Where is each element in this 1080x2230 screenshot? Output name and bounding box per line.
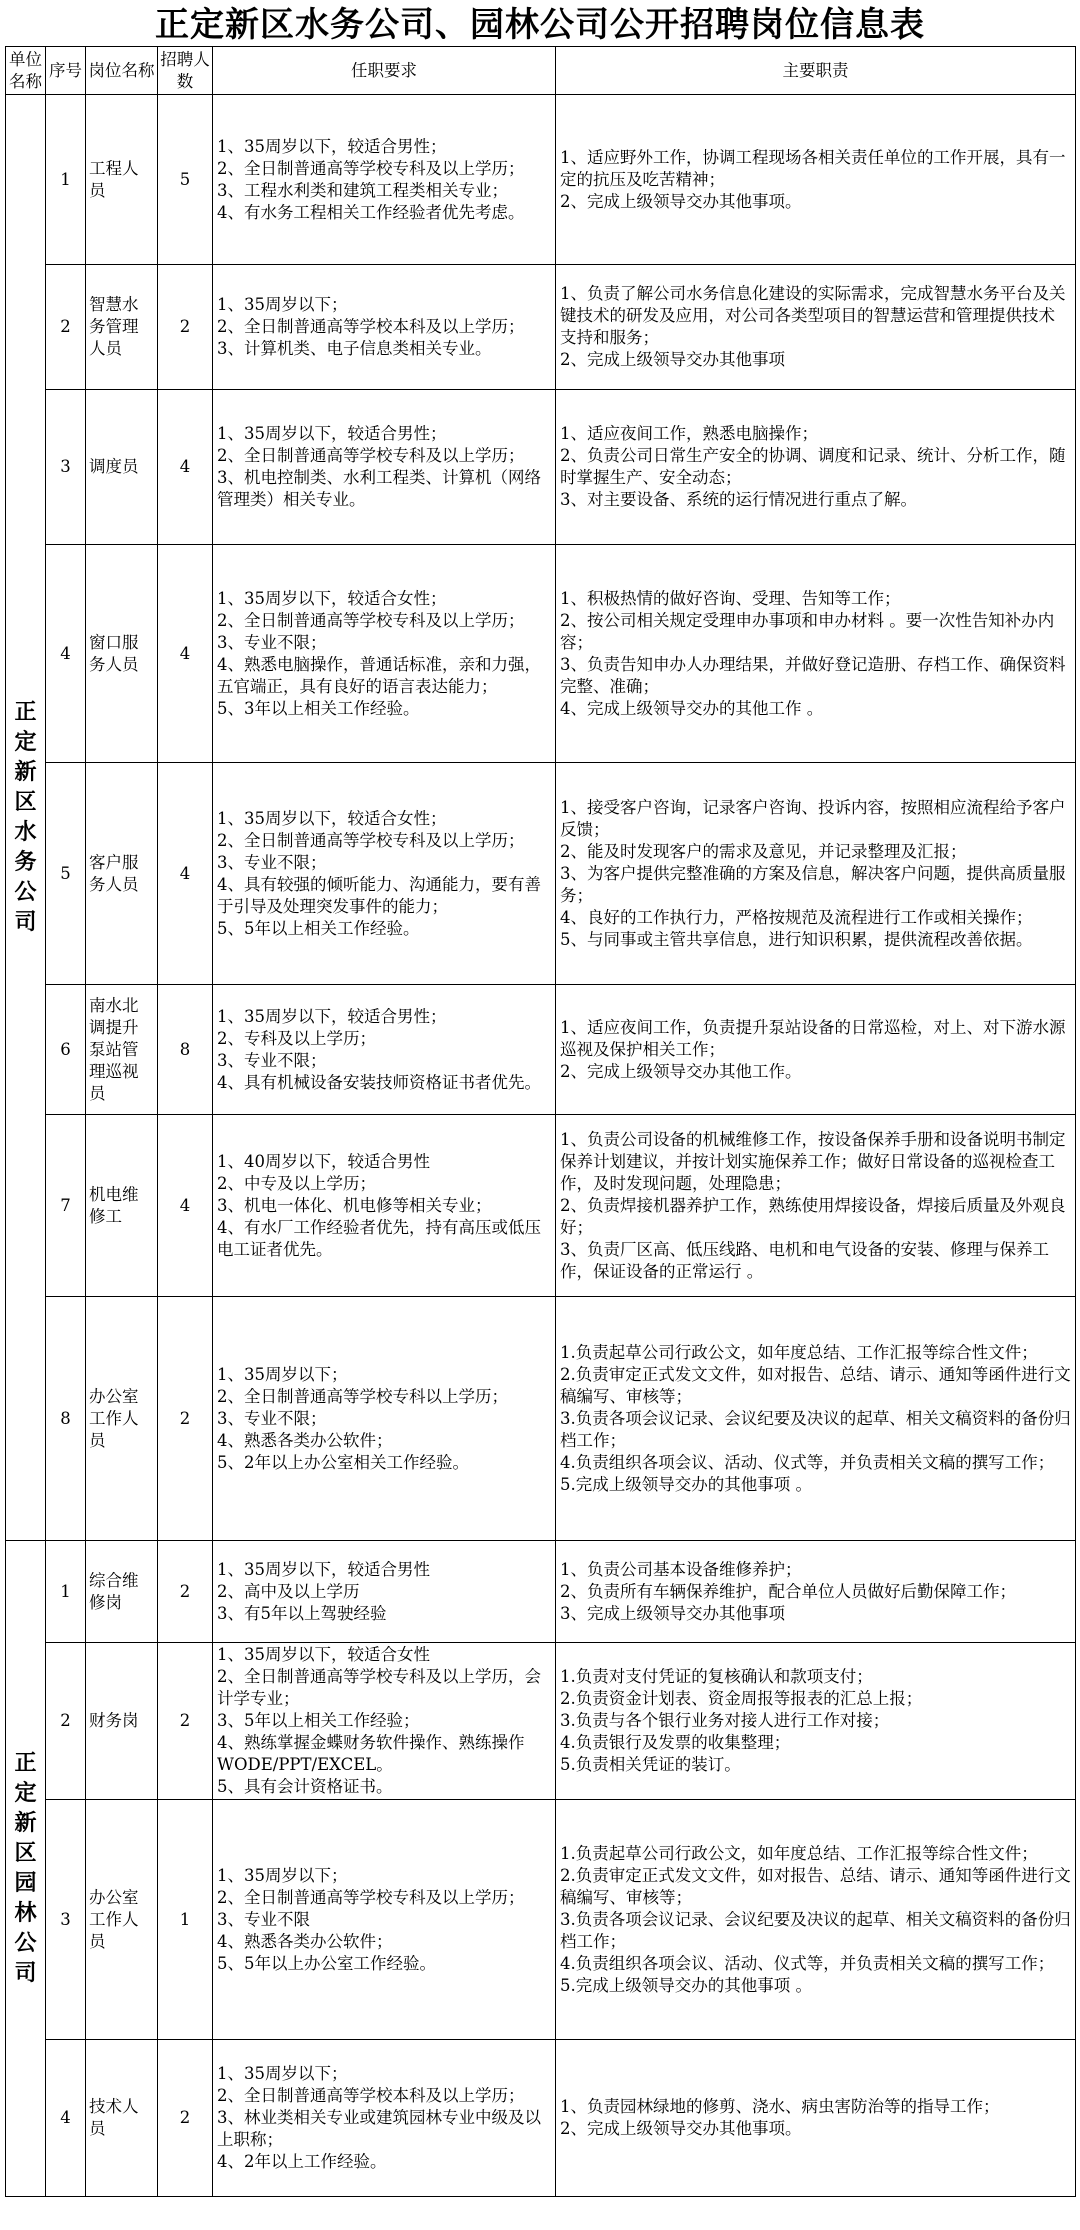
duty-line: 2、负责焊接机器养护工作，熟练使用焊接设备，焊接后质量及外观良好； [560, 1195, 1066, 1237]
seq-cell: 5 [46, 763, 86, 985]
requirement-line: 2、全日制普通高等学校专科及以上学历； [217, 158, 525, 178]
requirement-line: 1、35周岁以下，较适合男性； [217, 1006, 447, 1026]
requirement-line: 2、全日制普通高等学校专科及以上学历； [217, 1887, 525, 1907]
table-row [6, 390, 1076, 545]
duties-cell [556, 1541, 1076, 1643]
duty-line: 1、负责公司设备的机械维修工作，按设备保养手册和设备说明书制定保养计划建议，并按计划实施保养工作；做好日常设备的巡视检查工作，及时发现问题，处理隐患； [560, 1129, 1066, 1193]
requirement-line: 4、熟悉各类办公软件； [217, 1931, 393, 1951]
duty-line: 1、适应野外工作，协调工程现场各相关责任单位的工作开展，具有一定的抗压及吃苦精神； [560, 147, 1066, 189]
post-name-cell: 机电维修工 [86, 1115, 158, 1297]
requirement-line: 5、3年以上相关工作经验。 [217, 698, 420, 718]
requirement-line: 1、35周岁以下； [217, 295, 348, 314]
requirement-line: 1、35周岁以下，较适合女性； [217, 588, 447, 608]
duty-line: 3、对主要设备、系统的运行情况进行重点了解。 [560, 490, 917, 509]
headcount-cell: 4 [158, 1115, 213, 1297]
headcount-cell: 8 [158, 985, 213, 1115]
requirement-line: 4、有水厂工作经验者优先，持有高压或低压电工证者优先。 [217, 1217, 541, 1259]
requirement-line: 1、35周岁以下，较适合女性 [217, 1645, 430, 1664]
requirement-line: 2、全日制普通高等学校本科及以上学历； [217, 2086, 525, 2105]
duty-line: 2、负责公司日常生产安全的协调、调度和记录、统计、分析工作，随时掌握生产、安全动态； [560, 446, 1066, 487]
seq-cell: 3 [46, 390, 86, 545]
duty-line: 5、与同事或主管共享信息，进行知识积累，提供流程改善依据。 [560, 929, 1033, 949]
duties-cell [556, 985, 1076, 1115]
duty-line: 3、完成上级领导交办其他事项 [560, 1603, 785, 1623]
duty-line: 2、完成上级领导交办其他事项。 [560, 2119, 802, 2138]
duty-line: 2、按公司相关规定受理申办事项和申办材料 。要一次性告知补办内容； [560, 610, 1055, 652]
requirement-line: 2、专科及以上学历； [217, 1028, 376, 1048]
duty-line: 3.负责各项会议记录、会议纪要及决议的起草、相关文稿资料的备份归档工作； [560, 1909, 1071, 1951]
table-row [6, 1800, 1076, 2040]
requirement-line: 1、35周岁以下，较适合男性； [217, 424, 447, 443]
post-name-cell: 办公室工作人员 [86, 1800, 158, 2040]
requirement-line: 3、专业不限； [217, 1050, 327, 1070]
requirement-line: 2、中专及以上学历； [217, 1173, 376, 1193]
duty-line: 2、完成上级领导交办其他事项。 [560, 191, 802, 211]
requirement-line: 4、熟练掌握金蝶财务软件操作、熟练操作WODE/PPT/EXCEL。 [217, 1733, 525, 1774]
duty-line: 5.负责相关凭证的装订。 [560, 1755, 741, 1774]
post-name-cell: 客户服务人员 [86, 763, 158, 985]
duties-cell [556, 1297, 1076, 1541]
requirement-line: 1、35周岁以下； [217, 1865, 348, 1885]
requirements-cell [213, 1297, 556, 1541]
unit-name: 正定新区水务公司 [14, 699, 37, 935]
requirements-cell [213, 390, 556, 545]
header-count: 招聘人数 [158, 47, 213, 95]
duties-cell [556, 1800, 1076, 2040]
table-header-row [6, 47, 1076, 95]
requirement-line: 1、40周岁以下，较适合男性 [217, 1151, 430, 1171]
duty-line: 2、负责所有车辆保养维护，配合单位人员做好后勤保障工作； [560, 1581, 1016, 1601]
duty-line: 2.负责资金计划表、资金周报等报表的汇总上报； [560, 1689, 923, 1708]
requirement-line: 4、熟悉各类办公软件； [217, 1430, 393, 1450]
duty-line: 1、适应夜间工作，负责提升泵站设备的日常巡检，对上、对下游水源巡视及保护相关工作； [560, 1017, 1066, 1059]
requirement-line: 2、全日制普通高等学校专科以上学历； [217, 1386, 508, 1406]
table-row [6, 2040, 1076, 2197]
post-name-cell: 工程人员 [86, 95, 158, 265]
requirement-line: 3、专业不限； [217, 632, 327, 652]
requirement-line: 2、全日制普通高等学校专科及以上学历； [217, 446, 525, 465]
duty-line: 2、能及时发现客户的需求及意见，并记录整理及汇报； [560, 841, 967, 861]
requirement-line: 4、具有较强的倾听能力、沟通能力，要有善于引导及处理突发事件的能力； [217, 874, 541, 916]
requirement-line: 2、全日制普通高等学校专科及以上学历，会计学专业； [217, 1667, 541, 1708]
duty-line: 1.负责起草公司行政公文，如年度总结、工作汇报等综合性文件； [560, 1342, 1038, 1362]
duty-line: 1、适应夜间工作，熟悉电脑操作； [560, 424, 818, 443]
duty-line: 1、负责了解公司水务信息化建设的实际需求，完成智慧水务平台及关键技术的研发及应用，对公司各类型项目的智慧运营和管理提供技术支持和服务； [560, 284, 1066, 347]
seq-cell: 8 [46, 1297, 86, 1541]
requirements-cell [213, 95, 556, 265]
headcount-cell: 4 [158, 545, 213, 763]
requirement-line: 1、35周岁以下，较适合女性； [217, 808, 447, 828]
headcount-cell: 5 [158, 95, 213, 265]
requirement-line: 3、林业类相关专业或建筑园林专业中级及以上职称； [217, 2108, 541, 2149]
duty-line: 5.完成上级领导交办的其他事项 。 [560, 1975, 812, 1995]
headcount-cell: 2 [158, 1643, 213, 1800]
requirement-line: 1、35周岁以下，较适合男性； [217, 136, 447, 156]
seq-cell: 4 [46, 545, 86, 763]
duty-line: 2、完成上级领导交办其他事项 [560, 350, 785, 369]
requirement-line: 4、熟悉电脑操作，普通话标准，亲和力强，五官端正，具有良好的语言表达能力； [217, 654, 541, 696]
table-row [6, 1643, 1076, 1800]
requirement-line: 5、5年以上办公室工作经验。 [217, 1953, 436, 1973]
duty-line: 2.负责审定正式发文文件，如对报告、总结、请示、通知等函件进行文稿编写、审核等； [560, 1865, 1071, 1907]
duties-cell [556, 1115, 1076, 1297]
table-row [6, 1297, 1076, 1541]
requirement-line: 3、专业不限 [217, 1909, 310, 1929]
duty-line: 2.负责审定正式发文文件，如对报告、总结、请示、通知等函件进行文稿编写、审核等； [560, 1364, 1071, 1406]
requirements-cell [213, 1800, 556, 2040]
post-name-cell: 办公室工作人员 [86, 1297, 158, 1541]
requirements-cell [213, 1541, 556, 1643]
duty-line: 3、负责厂区高、低压线路、电机和电气设备的安装、修理与保养工作，保证设备的正常运行 。 [560, 1239, 1049, 1281]
requirement-line: 3、机电一体化、机电修等相关专业； [217, 1195, 492, 1215]
duty-line: 1、接受客户咨询，记录客户咨询、投诉内容，按照相应流程给予客户反馈； [560, 797, 1066, 839]
requirements-cell [213, 2040, 556, 2197]
table-row [6, 985, 1076, 1115]
requirement-line: 3、计算机类、电子信息类相关专业。 [217, 339, 492, 358]
recruitment-table [5, 46, 1076, 2197]
headcount-cell: 2 [158, 2040, 213, 2197]
header-duties: 主要职责 [556, 47, 1076, 95]
headcount-cell: 2 [158, 265, 213, 390]
requirement-line: 3、5年以上相关工作经验； [217, 1711, 420, 1730]
requirements-cell [213, 265, 556, 390]
unit-name: 正定新区园林公司 [14, 1750, 37, 1986]
requirements-cell [213, 1115, 556, 1297]
requirement-line: 2、高中及以上学历 [217, 1581, 360, 1601]
requirement-line: 4、具有机械设备安装技师资格证书者优先。 [217, 1072, 541, 1092]
duty-line: 3.负责与各个银行业务对接人进行工作对接； [560, 1711, 890, 1730]
duties-cell [556, 265, 1076, 390]
duty-line: 4、完成上级领导交办的其他工作 。 [560, 698, 824, 718]
headcount-cell: 4 [158, 390, 213, 545]
header-requirements: 任职要求 [213, 47, 556, 95]
headcount-cell: 1 [158, 1800, 213, 2040]
requirement-line: 5、5年以上相关工作经验。 [217, 918, 420, 938]
seq-cell: 7 [46, 1115, 86, 1297]
seq-cell: 1 [46, 95, 86, 265]
duty-line: 1.负责对支付凭证的复核确认和款项支付； [560, 1667, 873, 1686]
duties-cell [556, 763, 1076, 985]
requirement-line: 3、专业不限； [217, 1408, 327, 1428]
seq-cell: 3 [46, 1800, 86, 2040]
duty-line: 3.负责各项会议记录、会议纪要及决议的起草、相关文稿资料的备份归档工作； [560, 1408, 1071, 1450]
header-unit: 单位名称 [6, 47, 46, 95]
duties-cell [556, 545, 1076, 763]
seq-cell: 2 [46, 265, 86, 390]
post-name-cell: 财务岗 [86, 1643, 158, 1800]
requirement-line: 4、有水务工程相关工作经验者优先考虑。 [217, 202, 525, 222]
seq-cell: 1 [46, 1541, 86, 1643]
post-name-cell: 智慧水务管理人员 [86, 265, 158, 390]
duty-line: 3、负责告知申办人办理结果，并做好登记造册、存档工作、确保资料完整、准确； [560, 654, 1066, 696]
requirements-cell [213, 985, 556, 1115]
unit-name-cell [6, 1541, 46, 2197]
table-row [6, 763, 1076, 985]
duty-line: 5.完成上级领导交办的其他事项 。 [560, 1474, 812, 1494]
requirement-line: 3、有5年以上驾驶经验 [217, 1603, 387, 1623]
requirement-line: 1、35周岁以下，较适合男性 [217, 1559, 430, 1579]
seq-cell: 2 [46, 1643, 86, 1800]
seq-cell: 4 [46, 2040, 86, 2197]
requirement-line: 5、2年以上办公室相关工作经验。 [217, 1452, 469, 1472]
table-row [6, 95, 1076, 265]
duty-line: 4.负责组织各项会议、活动、仪式等，并负责相关文稿的撰写工作； [560, 1953, 1055, 1973]
requirements-cell [213, 763, 556, 985]
requirement-line: 3、专业不限； [217, 852, 327, 872]
table-row [6, 265, 1076, 390]
post-name-cell: 窗口服务人员 [86, 545, 158, 763]
duty-line: 4.负责银行及发票的收集整理； [560, 1733, 791, 1752]
duty-line: 2、完成上级领导交办其他工作。 [560, 1061, 802, 1081]
duty-line: 1.负责起草公司行政公文，如年度总结、工作汇报等综合性文件； [560, 1843, 1038, 1863]
requirements-cell [213, 545, 556, 763]
table-row [6, 1541, 1076, 1643]
duty-line: 4.负责组织各项会议、活动、仪式等，并负责相关文稿的撰写工作； [560, 1452, 1055, 1472]
requirement-line: 2、全日制普通高等学校专科及以上学历； [217, 830, 525, 850]
requirement-line: 4、2年以上工作经验。 [217, 2152, 387, 2171]
unit-name-cell [6, 95, 46, 1541]
requirement-line: 3、机电控制类、水利工程类、计算机（网络管理类）相关专业。 [217, 468, 541, 509]
post-name-cell: 综合维修岗 [86, 1541, 158, 1643]
requirement-line: 2、全日制普通高等学校专科及以上学历； [217, 610, 525, 630]
requirement-line: 3、工程水利类和建筑工程类相关专业； [217, 180, 508, 200]
table-row [6, 1115, 1076, 1297]
duties-cell [556, 1643, 1076, 1800]
seq-cell: 6 [46, 985, 86, 1115]
requirement-line: 2、全日制普通高等学校本科及以上学历； [217, 317, 525, 336]
duties-cell [556, 390, 1076, 545]
headcount-cell: 2 [158, 1541, 213, 1643]
header-seq: 序号 [46, 47, 86, 95]
post-name-cell: 调度员 [86, 390, 158, 545]
duty-line: 1、负责公司基本设备维修养护； [560, 1559, 802, 1579]
requirement-line: 5、具有会计资格证书。 [217, 1777, 393, 1796]
duties-cell [556, 2040, 1076, 2197]
duty-line: 1、负责园林绿地的修剪、浇水、病虫害防治等的指导工作； [560, 2097, 1000, 2116]
page-title: 正定新区水务公司、园林公司公开招聘岗位信息表 [155, 5, 925, 45]
requirement-line: 1、35周岁以下； [217, 1364, 348, 1384]
headcount-cell: 2 [158, 1297, 213, 1541]
headcount-cell: 4 [158, 763, 213, 985]
duty-line: 1、积极热情的做好咨询、受理、告知等工作； [560, 588, 901, 608]
duties-cell [556, 95, 1076, 265]
duty-line: 4、良好的工作执行力，严格按规范及流程进行工作或相关操作； [560, 907, 1033, 927]
duty-line: 3、为客户提供完整准确的方案及信息，解决客户问题，提供高质量服务； [560, 863, 1066, 905]
requirements-cell [213, 1643, 556, 1800]
table-row [6, 545, 1076, 763]
post-name-cell: 南水北调提升泵站管理巡视员 [86, 985, 158, 1115]
header-post: 岗位名称 [86, 47, 158, 95]
requirement-line: 1、35周岁以下； [217, 2064, 348, 2083]
post-name-cell: 技术人员 [86, 2040, 158, 2197]
